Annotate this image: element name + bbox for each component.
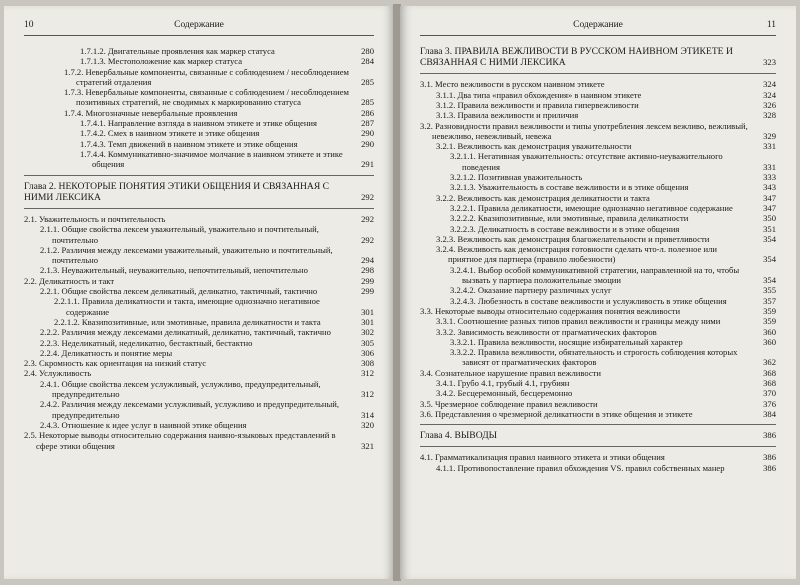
toc-entry-title: 3.2.4.3. Любезность в составе вежливости и услужливость в этике общения: [450, 295, 727, 306]
toc-entry-title: 3.2.2.3. Деликатность в составе вежливости и в этике общения: [450, 223, 680, 234]
toc-entry: [420, 224, 776, 234]
toc-list: [24, 214, 374, 451]
toc-entry-title: 3.2.1. Вежливость как демонстрация уважительности: [436, 141, 632, 152]
toc-entry: [420, 463, 776, 473]
toc-entry-title: 3.3.1. Соотношение разных типов правил вежливости и границы между ними: [436, 316, 721, 327]
toc-entry-page: 351: [763, 223, 776, 234]
toc-entry-title: 1.7.4. Многозначные невербальные проявления: [64, 107, 238, 118]
toc-entry: [24, 327, 374, 337]
chapter-divider: [24, 208, 374, 209]
chapter-title: Глава 3. ПРАВИЛА ВЕЖЛИВОСТИ В РУССКОМ НАИВНОМ ЭТИКЕТЕ И СВЯЗАННАЯ С НИМИ ЛЕКСИКА: [420, 46, 733, 69]
toc-entry-title: 1.7.1.2. Двигательные проявления как маркер статуса: [80, 46, 275, 56]
toc-entry-page: 284: [361, 56, 374, 67]
toc-entry-page: 347: [763, 192, 776, 203]
toc-entry-title: 3.2.1.1. Негативная уважительность: отсутствие активно-неуважительного поведения: [450, 151, 723, 172]
toc-entry-title: 2.2.3. Неделикатный, неделикатно, бестактный, бестактно: [40, 337, 253, 348]
toc-entry-page: 324: [763, 79, 776, 90]
toc-entry: [24, 368, 374, 378]
toc-entry: [24, 358, 374, 368]
toc-entry: [420, 378, 776, 388]
toc-entry-title: 3.6. Представления о чрезмерной деликатности в этике общения и этикете: [420, 408, 693, 419]
toc-entry: [420, 265, 776, 286]
toc-entry: [24, 265, 374, 275]
toc-entry-title: 2.1.3. Неуважительный, неуважительно, непочтительный, непочтительно: [40, 265, 308, 276]
toc-entry: [24, 348, 374, 358]
toc-entry-page: 308: [361, 358, 374, 369]
toc-entry-title: 2.3. Скромность как ориентация на низкий статус: [24, 358, 207, 369]
toc-entry-page: 299: [361, 275, 374, 286]
toc-entry-title: 3.3.2. Зависимость вежливости от прагматических факторов: [436, 326, 657, 337]
toc-entry: [24, 128, 374, 138]
chapter-heading: [24, 181, 374, 203]
toc-list: [24, 46, 374, 170]
toc-entry: [420, 121, 776, 142]
toc-entry: [420, 409, 776, 419]
toc-entry: [420, 172, 776, 182]
chapter-page: 386: [763, 430, 776, 441]
toc-entry-page: 299: [361, 286, 374, 297]
toc-entry-page: 354: [763, 275, 776, 286]
toc-entry: [420, 452, 776, 462]
toc-entry-title: 3.2.2. Вежливость как демонстрация деликатности и такта: [436, 192, 650, 203]
toc-entry-title: 3.1.1. Два типа «правил обхождения» в наивном этикете: [436, 89, 642, 100]
toc-entry: [420, 327, 776, 337]
toc-entry-title: 3.3.2.1. Правила вежливости, носящие избирательный характер: [450, 336, 683, 347]
toc-entry-page: 312: [361, 389, 374, 400]
toc-entry: [420, 244, 776, 265]
toc-entry: [24, 420, 374, 430]
toc-entry-title: 2.1.1. Общие свойства лексем уважительный, уважительно и почтительный, почтительно: [40, 224, 319, 245]
toc-entry: [420, 100, 776, 110]
toc-entry-page: 386: [763, 452, 776, 463]
toc-entry-page: 362: [763, 357, 776, 368]
toc-entry: [24, 56, 374, 66]
toc-entry: [24, 245, 374, 266]
toc-entry-title: 2.2.4. Деликатность и понятие меры: [40, 347, 173, 358]
toc-entry: [420, 306, 776, 316]
toc-entry-title: 2.2.2. Различия между лексемами деликатный, деликатно, тактичный, тактично: [40, 327, 331, 338]
toc-entry: [420, 316, 776, 326]
toc-entry-title: 3.5. Чрезмерное соблюдение правил вежливости: [420, 398, 598, 409]
chapter-divider: [420, 73, 776, 74]
toc-entry-page: 350: [763, 213, 776, 224]
toc-entry-title: 3.2.1.3. Уважительность в составе вежливости и в этике общения: [450, 182, 689, 193]
chapter-divider: [420, 424, 776, 425]
toc-entry-page: 314: [361, 409, 374, 420]
toc-entry: [24, 338, 374, 348]
toc-entry: [420, 234, 776, 244]
chapter-divider: [24, 175, 374, 176]
toc-entry: [24, 399, 374, 420]
toc-entry: [24, 118, 374, 128]
chapter-divider: [420, 446, 776, 447]
toc-entry-title: 3.4.2. Бесцеремонный, бесцеремонно: [436, 388, 573, 399]
toc-list: [420, 79, 776, 419]
toc-entry-title: 2.4. Услужливость: [24, 368, 92, 379]
toc-entry-title: 1.7.4.2. Смех в наивном этикете и этике общения: [80, 128, 260, 139]
toc-entry-title: 3.4. Сознательное нарушение правил вежливости: [420, 367, 602, 378]
toc-entry: [420, 193, 776, 203]
toc-list: [420, 452, 776, 473]
toc-entry-title: 2.2. Деликатность и такт: [24, 275, 115, 286]
toc-entry: [420, 388, 776, 398]
toc-entry-page: 384: [763, 408, 776, 419]
toc-entry-title: 1.7.4.4. Коммуникативно-значимое молчание в наивном этикете и этике общения: [80, 148, 343, 170]
toc-entry: [420, 296, 776, 306]
toc-entry-title: 2.1.2. Различия между лексемами уважительный, уважительно и почтительный, почтительно: [40, 244, 333, 266]
toc-entry: [24, 379, 374, 400]
right-page: [400, 6, 796, 579]
toc-entry-title: 1.7.3. Невербальные компоненты, связанные с соблюдением / несоблюдением позитивных стратегий, не сводимых к маркированию статуса: [64, 87, 349, 108]
toc-entry: [420, 285, 776, 295]
toc-entry-title: 3.3. Некоторые выводы относительно содержания понятия вежливости: [420, 305, 681, 316]
running-head: [420, 20, 776, 36]
toc-entry-page: 360: [763, 336, 776, 347]
toc-entry-page: 306: [361, 347, 374, 358]
toc-entry: [24, 276, 374, 286]
toc-entry-page: 291: [361, 159, 374, 170]
toc-entry-page: 290: [361, 138, 374, 149]
chapter-title: Глава 4. ВЫВОДЫ: [420, 430, 498, 442]
chapter-heading: [420, 430, 776, 441]
toc-entry: [420, 399, 776, 409]
toc-entry-title: 4.1. Грамматикализация правил наивного этикета и этики общения: [420, 452, 665, 463]
toc-entry-title: 3.2.1.2. Позитивная уважительность: [450, 172, 583, 183]
toc-entry-page: 302: [361, 327, 374, 338]
toc-entry-title: 2.4.1. Общие свойства лексем услужливый, услужливо, предупредительный, предупредительно: [40, 378, 321, 400]
toc-entry-title: 1.7.2. Невербальные компоненты, связанные с соблюдением / несоблюдением стратегий отдаления: [64, 66, 349, 87]
toc-entry: [24, 149, 374, 170]
toc-entry-page: 331: [763, 161, 776, 172]
toc-entry-title: 3.2.3. Вежливость как демонстрация благожелательности и приветливости: [436, 233, 710, 244]
toc-entry-title: 1.7.4.3. Темп движений в наивном этикете и этике общения: [80, 138, 298, 149]
toc-entry-page: 376: [763, 398, 776, 409]
toc-entry-title: 3.2.4.2. Оказание партнеру различных услуг: [450, 285, 612, 296]
toc-entry-title: 2.2.1. Общие свойства лексем деликатный, деликатно, тактичный, тактично: [40, 286, 318, 297]
toc-entry-title: 4.1.1. Противопоставление правил обхождения VS. правил собственных манер: [436, 462, 725, 473]
toc-entry-title: 3.2.4. Вежливость как демонстрация готовности сделать что-л. полезное или приятное для партнера (правило любезности): [436, 244, 717, 265]
toc-entry-title: 2.4.2. Различия между лексемами услужливый, услужливо и предупредительный, предупредительно: [40, 399, 340, 420]
toc-entry-page: 331: [763, 141, 776, 152]
toc-entry-page: 320: [361, 419, 374, 430]
toc-entry-page: 359: [763, 316, 776, 327]
toc-entry-page: 312: [361, 368, 374, 379]
toc-entry-page: 360: [763, 326, 776, 337]
toc-entry-page: 357: [763, 295, 776, 306]
toc-entry: [420, 90, 776, 100]
toc-entry-page: 354: [763, 254, 776, 265]
running-head-title: Содержание: [573, 20, 623, 30]
toc-entry-page: 355: [763, 285, 776, 296]
toc-entry-page: 298: [361, 265, 374, 276]
toc-entry-page: 370: [763, 388, 776, 399]
toc-entry-page: 324: [763, 89, 776, 100]
toc-entry: [24, 139, 374, 149]
toc-entry-title: 1.7.4.1. Направление взгляда в наивном этикете и этике общения: [80, 118, 317, 129]
toc-entry-title: 2.2.1.1. Правила деликатности и такта, имеющие однозначно негативное содержание: [54, 296, 320, 317]
toc-entry-title: 1.7.1.3. Местоположение как маркер статуса: [80, 56, 243, 67]
page-number: 10: [24, 20, 34, 30]
toc-entry-page: 285: [361, 76, 374, 87]
toc-entry: [24, 430, 374, 451]
toc-entry-title: 2.5. Некоторые выводы относительно содержания наивно-языковых представлений в сфере этики общения: [24, 430, 336, 451]
toc-entry: [420, 337, 776, 347]
toc-entry: [420, 347, 776, 368]
toc-entry-page: 286: [361, 107, 374, 118]
toc-entry: [420, 203, 776, 213]
toc-entry: [24, 108, 374, 118]
toc-entry-title: 3.1. Место вежливости в русском наивном этикете: [420, 79, 605, 90]
toc-entry-page: 326: [763, 100, 776, 110]
toc-entry-page: 321: [361, 440, 374, 451]
chapter-heading: [420, 46, 776, 68]
toc-entry-page: 359: [763, 305, 776, 316]
toc-entry: [420, 368, 776, 378]
toc-entry-page: 329: [763, 130, 776, 141]
toc-entry-page: 287: [361, 118, 374, 129]
chapter-page: 292: [361, 191, 374, 202]
toc-entry-title: 3.2.4.1. Выбор особой коммуникативной стратегии, направленной на то, чтобы вызвать у партнера положительные эмоции: [450, 264, 740, 286]
toc-entry-page: 301: [361, 306, 374, 317]
toc-entry-page: 290: [361, 128, 374, 139]
toc-entry: [24, 296, 374, 317]
toc-entry-page: 368: [763, 378, 776, 389]
toc-entry-page: 292: [361, 234, 374, 245]
toc-entry: [24, 46, 374, 56]
toc-entry-page: 354: [763, 233, 776, 244]
toc-entry-page: 368: [763, 367, 776, 378]
toc-entry-page: 305: [361, 337, 374, 348]
chapter-page: 323: [763, 57, 776, 68]
toc-entry: [24, 67, 374, 88]
toc-entry-title: 3.1.3. Правила вежливости и приличия: [436, 110, 579, 121]
toc-entry-page: 292: [361, 213, 374, 224]
toc-entry-title: 3.4.1. Грубо 4.1, грубый 4.1, грубиян: [436, 378, 570, 389]
toc-entry: [24, 214, 374, 224]
toc-entry-page: 294: [361, 255, 374, 266]
toc-entry: [24, 224, 374, 245]
toc-entry: [24, 286, 374, 296]
toc-entry: [420, 110, 776, 120]
page-number: 11: [766, 20, 776, 30]
toc-entry-page: 386: [763, 462, 776, 473]
toc-entry-title: 2.1. Уважительность и почтительность: [24, 213, 166, 224]
toc-entry: [24, 87, 374, 108]
toc-entry-title: 2.4.3. Отношение к идее услуг в наивной этике общения: [40, 419, 247, 430]
toc-entry-page: 328: [763, 110, 776, 121]
toc-entry: [24, 317, 374, 327]
chapter-title: Глава 2. НЕКОТОРЫЕ ПОНЯТИЯ ЭТИКИ ОБЩЕНИЯ И СВЯЗАННАЯ С НИМИ ЛЕКСИКА: [24, 180, 330, 203]
toc-entry: [420, 182, 776, 192]
toc-entry-title: 3.2. Разновидности правил вежливости и типы употребления лексем вежливо, вежливый, невежливо, невежливый, невежа: [420, 120, 748, 141]
toc-entry: [420, 213, 776, 223]
toc-entry-page: 285: [361, 97, 374, 108]
left-page: [4, 6, 394, 579]
toc-entry: [420, 141, 776, 151]
toc-entry-page: 280: [361, 46, 374, 56]
toc-entry-title: 3.3.2.2. Правила вежливости, обязательность и строгость соблюдения которых зависят от прагматических факторов: [450, 347, 738, 368]
running-head: [24, 20, 374, 36]
toc-entry-title: 3.2.2.1. Правила деликатности, имеющие однозначно негативное содержание: [450, 202, 733, 213]
running-head-title: Содержание: [174, 20, 224, 30]
toc-entry-title: 2.2.1.2. Квазипозитивные, или эмотивные, правила деликатности и такта: [54, 316, 321, 327]
toc-entry-title: 3.2.2.2. Квазипозитивные, или эмотивные, правила деликатности: [450, 213, 689, 224]
toc-entry-title: 3.1.2. Правила вежливости и правила гипервежливости: [436, 100, 639, 110]
toc-entry-page: 343: [763, 182, 776, 193]
toc-entry: [420, 151, 776, 172]
toc-entry-page: 333: [763, 172, 776, 183]
toc-entry: [420, 79, 776, 89]
toc-entry-page: 347: [763, 202, 776, 213]
toc-entry-page: 301: [361, 316, 374, 327]
